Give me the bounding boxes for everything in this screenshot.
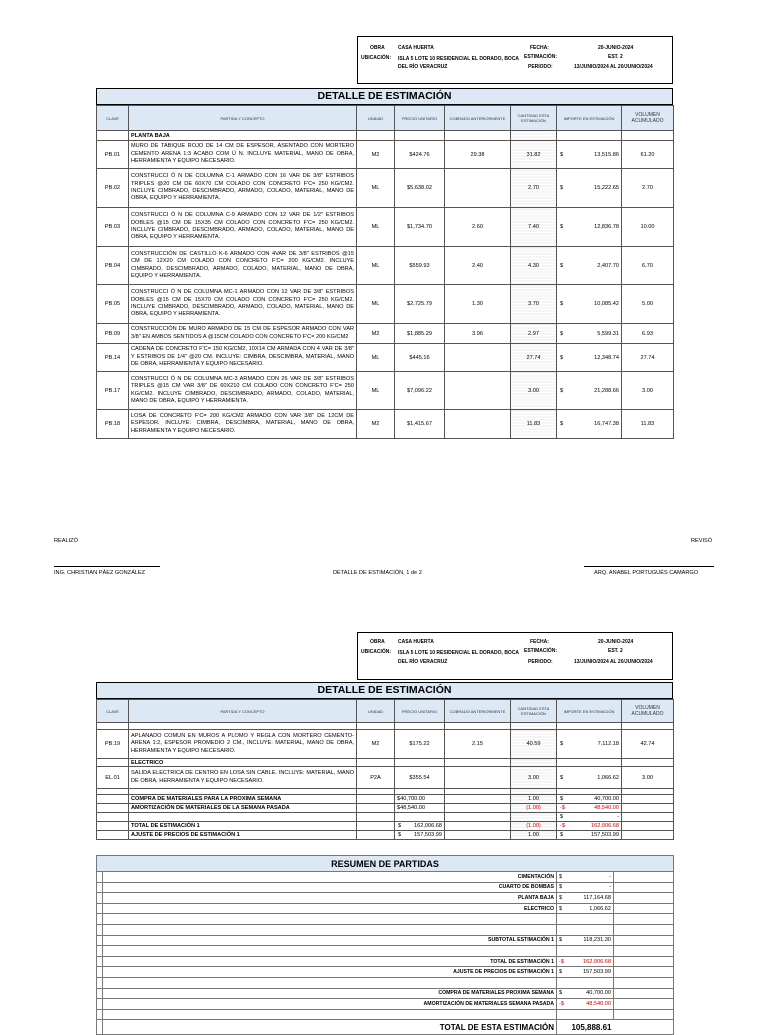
periodo-label: PERIODO:	[528, 64, 553, 70]
resumen-currency: $	[557, 872, 567, 883]
obra-value: CASA HUERTA	[398, 639, 434, 645]
resumen-label: SUBTOTAL ESTIMACIÓN 1	[103, 935, 557, 946]
estimacion-value: EST. 2	[608, 648, 623, 654]
acumulado-cell: 6.70	[622, 247, 674, 285]
compra-concepto: COMPRA DE MATERIALES PARA LA PROXIMA SEMANA	[129, 795, 357, 804]
amort-importe	[557, 804, 622, 813]
currency-symbol: $	[560, 185, 564, 191]
resumen-label: PLANTA BAJA	[103, 893, 557, 904]
pu-cell: $424.76	[395, 141, 445, 169]
anterior-cell: 29.38	[445, 141, 511, 169]
col-pu: PRECIO UNITARIO	[395, 106, 445, 131]
importe-value: 40,700.00	[594, 796, 619, 802]
total-row	[97, 822, 674, 831]
currency-symbol: $	[560, 387, 564, 394]
cantidad-cell: 2.97	[511, 324, 557, 344]
column-headers	[97, 700, 674, 723]
anterior-cell: 1.30	[445, 285, 511, 324]
resumen-currency: $	[557, 882, 567, 893]
compra-pu: $40,700.00	[395, 795, 445, 804]
concepto-cell: CONSTRUCCI Ó N DE COLUMNA MC-3 ARMADO CON 26 VAR DE 3/8" ESTRIBOS TRIPLES @15 CM VAR 3/8" DE 60X210 CM COLADO CON CONCRETO F'C= 250 KG/CM2. INCLUYE CIMBRADO, DESCIMBRADO, ARMADO, COLADO, MATERIAL, MANO DE OBRA, EQUIPO Y HERRAMIENTA.	[129, 372, 357, 410]
periodo-label: PERIODO:	[528, 659, 553, 665]
ajuste-pu	[395, 831, 445, 840]
resumen-value	[567, 977, 614, 988]
estimacion-value: EST. 2	[608, 54, 623, 60]
anterior-cell: 3.96	[445, 324, 511, 344]
resumen-value: 48,540.00	[567, 999, 614, 1010]
resumen-currency: $	[557, 903, 567, 914]
anterior-cell	[445, 767, 511, 789]
reviso-label: REVISÓ	[691, 538, 713, 544]
unidad-cell: ML	[357, 169, 395, 208]
pu-value: 162,006.68	[414, 823, 442, 829]
currency-symbol: $	[560, 796, 564, 802]
resumen-currency: -$	[557, 956, 567, 967]
resumen-value: 117,164.68	[567, 893, 614, 904]
importe-cell	[557, 208, 622, 247]
anterior-cell: 2.40	[445, 247, 511, 285]
resumen-label	[103, 946, 557, 957]
resumen-row	[97, 935, 674, 946]
col-cantidad: CANTIDAD ESTA ESTIMACIÓN	[511, 700, 557, 723]
table-title-2: DETALLE DE ESTIMACIÓN	[96, 682, 673, 699]
acumulado-cell: 42.74	[622, 730, 674, 759]
resumen-row	[97, 999, 674, 1010]
cantidad-cell: 40.59	[511, 730, 557, 759]
section-planta-baja: PLANTA BAJA	[129, 131, 357, 141]
currency-symbol: $	[560, 741, 564, 747]
col-anterior: COBRADO ANTERIORMENTE	[445, 700, 511, 723]
resumen-currency	[557, 1009, 567, 1020]
estimate-table-2	[96, 699, 674, 840]
resumen-label: CIMENTACIÓN	[103, 872, 557, 883]
concepto-cell: CONSTRUCCIÓN DE CASTILLO K-6 ARMADO CON 4VAR DE 3/8" ESTRIBOS @15 CM DE 12X20 CM COLADO CON CONCRETO F'C= 200 KG/CM2. INCLUYE CIMBRADO, DESCIMBRADO, ARMADO, COLADO, MATERIAL, MANO DE OBRA, EQUIPO Y HERRAMIENTA.	[129, 247, 357, 285]
periodo-value: 13/JUNIO/2024 AL 20/JUNIO/2024	[574, 659, 653, 665]
total-cantidad: (1.00)	[511, 822, 557, 831]
pu-cell: $1,415.67	[395, 410, 445, 439]
currency-symbol: $	[560, 774, 564, 781]
clave-cell: PB.04	[97, 247, 129, 285]
importe-cell	[557, 169, 622, 208]
unidad-cell: ML	[357, 372, 395, 410]
clave-cell: PB.05	[97, 285, 129, 324]
resumen-row	[97, 988, 674, 999]
importe-cell	[557, 372, 622, 410]
importe-value: 13,515.86	[594, 151, 619, 158]
currency-symbol: $	[560, 354, 564, 361]
ubicacion-label: UBICACIÓN:	[361, 649, 391, 655]
anterior-cell: 2.60	[445, 208, 511, 247]
cantidad-cell: 3.00	[511, 767, 557, 789]
clave-cell: PB.18	[97, 410, 129, 439]
col-anterior: COBRADO ANTERIORMENTE	[445, 106, 511, 131]
importe-value: 5,599.31	[597, 330, 619, 337]
col-unidad: UNIDAD	[357, 106, 395, 131]
unidad-cell: ML	[357, 285, 395, 324]
unidad-cell: P2A	[357, 767, 395, 789]
section-row	[97, 759, 674, 767]
resumen-row	[97, 872, 674, 883]
currency-symbol: $	[560, 832, 564, 838]
table-row	[97, 208, 674, 247]
resumen-value: 1,066.62	[567, 903, 614, 914]
resumen-currency: $	[557, 967, 567, 978]
cantidad-cell: 7.40	[511, 208, 557, 247]
importe-value: 21,288.66	[594, 387, 619, 394]
resumen-row	[97, 914, 674, 925]
currency-symbol: $	[560, 151, 564, 158]
resumen-currency: -$	[557, 999, 567, 1010]
resumen-currency	[557, 924, 567, 935]
blank-importe	[557, 813, 622, 822]
importe-cell	[557, 410, 622, 439]
resumen-total-label: TOTAL DE ESTA ESTIMACIÓN	[103, 1020, 557, 1035]
currency-symbol: $	[560, 330, 564, 337]
cantidad-cell: 11.83	[511, 410, 557, 439]
anterior-cell: 2.15	[445, 730, 511, 759]
importe-value: 1,066.62	[597, 774, 619, 781]
resumen-currency	[557, 914, 567, 925]
resumen-label: AJUSTE DE PRECIOS DE ESTIMACIÓN 1	[103, 967, 557, 978]
resumen-label	[103, 977, 557, 988]
importe-cell	[557, 767, 622, 789]
amort-cantidad: (1.00)	[511, 804, 557, 813]
fecha-label: FECHA:	[530, 45, 549, 51]
importe-value: 12,836.78	[594, 224, 619, 230]
ubicacion-value: ISLA 5 LOTE 10 RESIDENCIAL EL DORADO, BOCA	[398, 650, 520, 656]
unidad-cell: ML	[357, 247, 395, 285]
resumen-label: ELECTRICO	[103, 903, 557, 914]
resumen-value	[567, 946, 614, 957]
col-cantidad: CANTIDAD ESTA ESTIMACIÓN	[511, 106, 557, 131]
concepto-cell: MURO DE TABIQUE ROJO DE 14 CM DE ESPESOR, ASENTADO CON MORTERO CEMENTO ARENA 1:3 ACABO COM Ú N. INCLUYE MATERIAL, MANO DE OBRA, HERRAMIENTA Y EQUIPO NECESARIO.	[129, 141, 357, 169]
importe-value: 7,112.18	[597, 741, 619, 747]
ubicacion-value-2: DEL RÍO VERACRUZ	[398, 659, 448, 665]
col-clave: CLAVE	[97, 106, 129, 131]
clave-cell: PB.02	[97, 169, 129, 208]
resumen-value: 118,231.30	[567, 935, 614, 946]
resumen-value: 40,700.00	[567, 988, 614, 999]
concepto-cell: CONSTRUCCIÓN DE MURO ARMADO DE 15 CM DE ESPESOR ARMADO CON VAR 3/8" EN AMBOS SENTIDOS A @15CM COLADO CON CONCRETO F'C= 200 KG/CM2	[129, 324, 357, 344]
table-title: DETALLE DE ESTIMACIÓN	[96, 88, 673, 105]
realizo-signature-line	[54, 566, 160, 567]
resumen-row	[97, 946, 674, 957]
resumen-label: TOTAL DE ESTIMACIÓN 1	[103, 956, 557, 967]
unidad-cell: M2	[357, 730, 395, 759]
resumen-currency	[557, 946, 567, 957]
resumen-value: -	[567, 872, 614, 883]
currency-symbol: -$	[560, 823, 565, 829]
resumen-row	[97, 893, 674, 904]
pu-cell: $1,734.70	[395, 208, 445, 247]
concepto-cell: APLANADO COMUN EN MUROS A PLOMO Y REGLA CON MORTERO CEMENTO-ARENA 1:2, ESPESOR PROMEDIO 2 CM., INCLUYE: MATERIAL, MANO DE OBRA, HERRAMIENTA Y EQUIPO NECESARIO.	[129, 730, 357, 759]
total-pu	[395, 822, 445, 831]
obra-value: CASA HUERTA	[398, 45, 434, 51]
pu-cell: $5,638.02	[395, 169, 445, 208]
pu-cell: $559.93	[395, 247, 445, 285]
resumen-label: COMPRA DE MATERIALES PROXIMA SEMANA	[103, 988, 557, 999]
importe-cell	[557, 324, 622, 344]
unidad-cell: ML	[357, 208, 395, 247]
anterior-cell	[445, 410, 511, 439]
column-headers	[97, 106, 674, 131]
clave-cell: PB.01	[97, 141, 129, 169]
acumulado-cell: 27.74	[622, 344, 674, 372]
resumen-label: CUARTO DE BOMBAS	[103, 882, 557, 893]
currency-symbol: $	[560, 262, 564, 269]
cantidad-cell: 3.00	[511, 372, 557, 410]
col-concepto: PARTIDA Y CONCEPTO	[129, 106, 357, 131]
acumulado-cell: 3.00	[622, 372, 674, 410]
anterior-cell	[445, 344, 511, 372]
estimate-table	[96, 105, 674, 439]
col-importe: IMPORTE EN ESTIMACIÓN	[557, 700, 622, 723]
currency-symbol: $	[398, 823, 402, 829]
table-row	[97, 285, 674, 324]
concepto-cell: LOSA DE CONCRETO F'C= 200 KG/CM2 ARMADO CON VAR 3/8" DE 12CM DE ESPESOR. INCLUYE: CIMBRA, DESCIMBRA, MATERIAL, MANO DE OBRA, HERRAMIENTA Y EQUIPO NECESARIO.	[129, 410, 357, 439]
resumen-row	[97, 967, 674, 978]
currency-symbol: $	[398, 832, 402, 838]
resumen-label	[103, 914, 557, 925]
realizo-name: ING. CHRISTIAN PÁEZ GONZÁLEZ	[54, 570, 146, 576]
acumulado-cell: 5.00	[622, 285, 674, 324]
cantidad-cell: 27.74	[511, 344, 557, 372]
realizo-label: REALIZÓ	[54, 538, 78, 544]
ajuste-importe	[557, 831, 622, 840]
importe-value: 162,006.68	[591, 823, 619, 829]
pu-cell: $445.16	[395, 344, 445, 372]
table-row	[97, 247, 674, 285]
importe-value: 48,540.00	[594, 805, 619, 811]
resumen-currency: $	[557, 893, 567, 904]
blank-row	[97, 813, 674, 822]
project-header	[357, 36, 673, 84]
resumen-row	[97, 882, 674, 893]
ajuste-row	[97, 831, 674, 840]
importe-value: 16,747.38	[594, 421, 619, 427]
resumen-total-row	[97, 1020, 674, 1035]
importe-value: 2,407.70	[597, 262, 619, 269]
acumulado-cell: 61.20	[622, 141, 674, 169]
clave-cell: PB.03	[97, 208, 129, 247]
importe-value: 10,085.42	[594, 301, 619, 307]
acumulado-cell: 10.00	[622, 208, 674, 247]
resumen-currency: $	[557, 935, 567, 946]
importe-cell	[557, 285, 622, 324]
resumen-row	[97, 977, 674, 988]
resumen-title: RESUMEN DE PARTIDAS	[97, 856, 674, 872]
importe-cell	[557, 247, 622, 285]
col-unidad: UNIDAD	[357, 700, 395, 723]
anterior-cell	[445, 372, 511, 410]
importe-value: 12,348.74	[594, 354, 619, 361]
clave-cell: PB.17	[97, 372, 129, 410]
resumen-value: 162,006.68	[567, 956, 614, 967]
col-importe: IMPORTE EN ESTIMACIÓN	[557, 106, 622, 131]
resumen-total-value: 105,888.61	[567, 1020, 614, 1035]
compra-row	[97, 795, 674, 804]
table-row	[97, 344, 674, 372]
reviso-signature-line	[584, 566, 714, 567]
table-row	[97, 169, 674, 208]
clave-cell: PB.09	[97, 324, 129, 344]
col-pu: PRECIO UNITARIO	[395, 700, 445, 723]
resumen-value: -	[567, 882, 614, 893]
pu-cell: $7,096.22	[395, 372, 445, 410]
resumen-row	[97, 1009, 674, 1020]
ubicacion-value: ISLA 5 LOTE 10 RESIDENCIAL EL DORADO, BOCA	[398, 56, 520, 62]
spacer-row	[97, 723, 674, 730]
table-row	[97, 410, 674, 439]
resumen-currency	[557, 977, 567, 988]
amortizacion-row	[97, 804, 674, 813]
currency-symbol: $	[560, 224, 564, 230]
unidad-cell: M2	[357, 324, 395, 344]
clave-cell: PB.14	[97, 344, 129, 372]
table-row	[97, 730, 674, 759]
anterior-cell	[445, 169, 511, 208]
resumen-value: 157,503.99	[567, 967, 614, 978]
importe-value: 15,222.65	[594, 185, 619, 191]
resumen-currency: $	[557, 988, 567, 999]
reviso-name: ARQ. ANABEL PORTUGUÉS CAMARGO	[594, 570, 699, 576]
acumulado-cell: 2.70	[622, 169, 674, 208]
resumen-value	[567, 924, 614, 935]
currency-symbol: $	[560, 421, 564, 427]
concepto-cell: CONSTRUCCI Ó N DE COLUMNA MC-1 ARMADO CON 12 VAR DE 3/8" ESTRIBOS DOBLES @15 CM DE 15X70 CM COLADO CON CONCRETO F'C= 250 KG/CM2. INCLUYE CIMBRADO, DESCIMBRADO, ARMADO, COLADO, MATERIAL, MANO DE OBRA, EQUIPO Y HERRAMIENTA.	[129, 285, 357, 324]
resumen-value	[567, 914, 614, 925]
obra-label: OBRA	[370, 639, 385, 645]
cantidad-cell: 31.82	[511, 141, 557, 169]
acumulado-cell: 3.00	[622, 767, 674, 789]
col-concepto: PARTIDA Y CONCEPTO	[129, 700, 357, 723]
acumulado-cell: 11.83	[622, 410, 674, 439]
concepto-cell: CONSTRUCCI Ó N DE COLUMNA C-9 ARMADO CON 12 VAR DE 1/2" ESTRIBOS DOBLES @15 CM DE 15X35 CM COLADO CON CONCRETO F'C= 250 KG/CM2. INCLUYE CIMBRADO, DESCIMBRADO, ARMADO, COLADO, MATERIAL, MANO DE OBRA, EQUIPO Y HERRAMIENTA.	[129, 208, 357, 247]
ajuste-concepto: AJUSTE DE PRECIOS DE ESTIMACIÓN 1	[129, 831, 357, 840]
resumen-row	[97, 956, 674, 967]
page-label: DETALLE DE ESTIMACIÓN, 1 de 2	[333, 570, 422, 576]
fecha-value: 20-JUNIO-2024	[598, 45, 634, 51]
table-row	[97, 767, 674, 789]
cantidad-cell: 2.70	[511, 169, 557, 208]
resumen-row	[97, 903, 674, 914]
pu-cell: $2,725.79	[395, 285, 445, 324]
importe-cell	[557, 344, 622, 372]
pu-cell: $175.22	[395, 730, 445, 759]
fecha-value: 20-JUNIO-2024	[598, 639, 634, 645]
acumulado-cell: 6.93	[622, 324, 674, 344]
resumen-label	[103, 924, 557, 935]
currency-symbol: -$	[560, 805, 565, 811]
pu-cell: $1,885.29	[395, 324, 445, 344]
importe-cell	[557, 730, 622, 759]
resumen-row	[97, 924, 674, 935]
resumen-label	[103, 1009, 557, 1020]
fecha-label: FECHA:	[530, 639, 549, 645]
unidad-cell: M2	[357, 410, 395, 439]
col-acumulado: VOLUMEN ACUMULADO	[622, 106, 674, 131]
importe-value: -	[617, 814, 619, 820]
col-acumulado: VOLUMEN ACUMULADO	[622, 700, 674, 723]
ajuste-cantidad: 1.00	[511, 831, 557, 840]
ubicacion-label: UBICACIÓN:	[361, 55, 391, 61]
total-importe	[557, 822, 622, 831]
compra-cantidad: 1.00	[511, 795, 557, 804]
cantidad-cell: 3.70	[511, 285, 557, 324]
col-clave: CLAVE	[97, 700, 129, 723]
section-electrico: ELECTRICO	[129, 759, 357, 767]
project-header-2	[357, 632, 673, 680]
clave-cell: EL.01	[97, 767, 129, 789]
amort-pu: $48,540.00	[395, 804, 445, 813]
currency-symbol: $	[560, 301, 564, 307]
table-row	[97, 372, 674, 410]
estimacion-label: ESTIMACIÓN:	[524, 54, 558, 60]
clave-cell: PB.19	[97, 730, 129, 759]
importe-cell	[557, 141, 622, 169]
currency-symbol: $	[560, 814, 564, 820]
ubicacion-value-2: DEL RÍO VERACRUZ	[398, 64, 448, 70]
resumen-label: AMORTIZACIÓN DE MATERIALES SEMANA PASADA	[103, 999, 557, 1010]
compra-importe	[557, 795, 622, 804]
importe-value: 157,503.99	[591, 832, 619, 838]
section-row	[97, 131, 674, 141]
periodo-value: 13/JUNIO/2024 AL 20/JUNIO/2024	[574, 64, 653, 70]
pu-cell: $355.54	[395, 767, 445, 789]
estimacion-label: ESTIMACIÓN:	[524, 648, 558, 654]
concepto-cell: CONSTRUCCI Ó N DE COLUMNA C-1 ARMADO CON 16 VAR DE 3/8" ESTRIBOS TRIPLES @20 CM DE 60X70 CM COLADO CON CONCRETO F'C= 250 KG/CM2. INCLUYE CIMBRADO, DESCIMBRADO, ARMADO, COLADO, MATERIAL, MANO DE OBRA, EQUIPO Y HERRAMIENTA.	[129, 169, 357, 208]
resumen-table	[96, 855, 674, 1035]
obra-label: OBRA	[370, 45, 385, 51]
unidad-cell: M2	[357, 141, 395, 169]
cantidad-cell: 4.30	[511, 247, 557, 285]
unidad-cell: ML	[357, 344, 395, 372]
table-row	[97, 324, 674, 344]
resumen-value	[567, 1009, 614, 1020]
table-row	[97, 141, 674, 169]
amort-concepto: AMORTIZACIÓN DE MATERIALES DE LA SEMANA PASADA	[129, 804, 357, 813]
concepto-cell: CADENA DE CONCRETO F'C= 150 KG/CM2, 10X14 CM ARMADA CON 4 VAR DE 3/8" Y ESTRIBOS DE 1/4" @20 CM. INCLUYE: CIMBRA, DESCIMBRA, MATERIAL, MANO DE OBRA, HERRAMIENTA Y EQUIPO NECESARIO.	[129, 344, 357, 372]
pu-value: 157,503.99	[414, 832, 442, 838]
concepto-cell: SALIDA ELECTRICA DE CENTRO EN LOSA SIN CABLE. INCLUYE: MATERIAL, MANO DE OBRA, HERRAMIENTA Y EQUIPO NECESARIO.	[129, 767, 357, 789]
total-concepto: TOTAL DE ESTIMACIÓN 1	[129, 822, 357, 831]
